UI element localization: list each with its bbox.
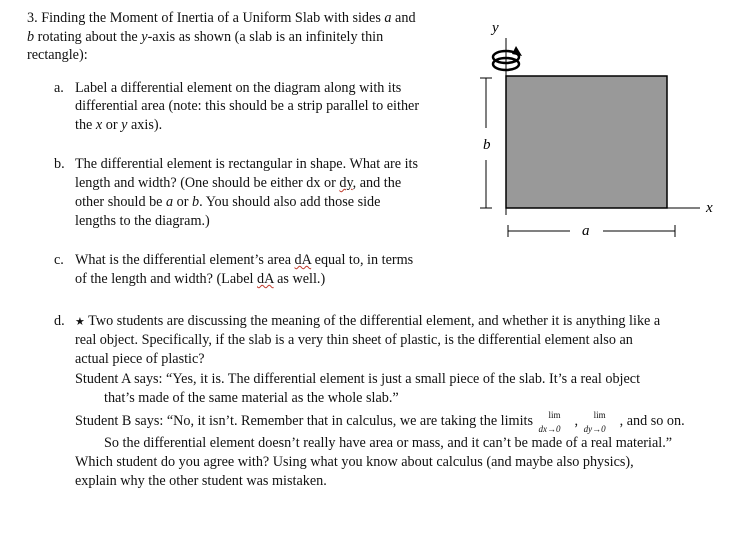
part-d-intro-line-3: actual piece of plastic? [75, 351, 205, 367]
part-a-line-3: the x or y axis). [75, 117, 163, 133]
part-c-line-2: of the length and width? (Label dA as well.) [75, 271, 326, 287]
part-d-intro-line-1: ★ Two students are discussing the meaning of the differential element, and whether it is anything like a [75, 313, 661, 329]
problem-title-line-3: rectangle): [27, 47, 88, 63]
rotation-arrow-icon [493, 46, 522, 70]
part-a-label: a. [54, 80, 64, 96]
student-a-line-1: Student A says: “Yes, it is. The differential element is just a small piece of the slab. It’s a real object [75, 371, 641, 387]
a-dimension-label: a [582, 223, 590, 239]
limit-dx: lim dx→0 [538, 410, 561, 434]
student-a-line-2: that’s made of the same material as the whole slab.” [104, 390, 399, 406]
problem-title-line-1: 3. Finding the Moment of Inertia of a Uniform Slab with sides a and [27, 10, 416, 26]
part-b-line-2: length and width? (One should be either dx or dy, and the [75, 175, 402, 191]
part-b-line-1: The differential element is rectangular in shape. What are its [75, 156, 418, 172]
part-d-intro-line-2: real object. Specifically, if the slab is a very thin sheet of plastic, is the differential element also an [75, 332, 633, 348]
part-a-line-1: Label a differential element on the diagram along with its [75, 80, 402, 96]
slab-rectangle [506, 76, 667, 208]
x-axis-label: x [706, 200, 713, 216]
student-b-line-1: Student B says: “No, it isn’t. Remember that in calculus, we are taking the limits lim dx→0 , lim dy→0 , and so on. [75, 410, 685, 434]
part-c-line-1: What is the differential element’s area dA equal to, in terms [75, 252, 414, 268]
problem-title-line-2: b rotating about the y-axis as shown (a slab is an infinitely thin [27, 29, 384, 45]
limit-dy: lim dy→0 [583, 410, 606, 434]
y-axis-label: y [492, 20, 499, 36]
student-b-line-2: So the differential element doesn’t really have area or mass, and it can’t be made of a real material.” [104, 435, 673, 451]
b-dimension-label: b [483, 137, 491, 153]
part-a-line-2: differential area (note: this should be a strip parallel to either [75, 98, 420, 114]
part-b-line-3: other should be a or b. You should also add those side [75, 194, 381, 210]
closing-line-1: Which student do you agree with? Using what you know about calculus (and maybe also physics), [75, 454, 634, 470]
part-b-line-4: lengths to the diagram.) [75, 213, 210, 229]
part-c-label: c. [54, 252, 64, 268]
part-d-label: d. [54, 313, 65, 329]
slab-diagram [470, 10, 740, 250]
problem-number: 3. [27, 10, 38, 26]
star-icon: ★ [75, 316, 85, 328]
part-b-label: b. [54, 156, 65, 172]
closing-line-2: explain why the other student was mistaken. [75, 473, 327, 489]
